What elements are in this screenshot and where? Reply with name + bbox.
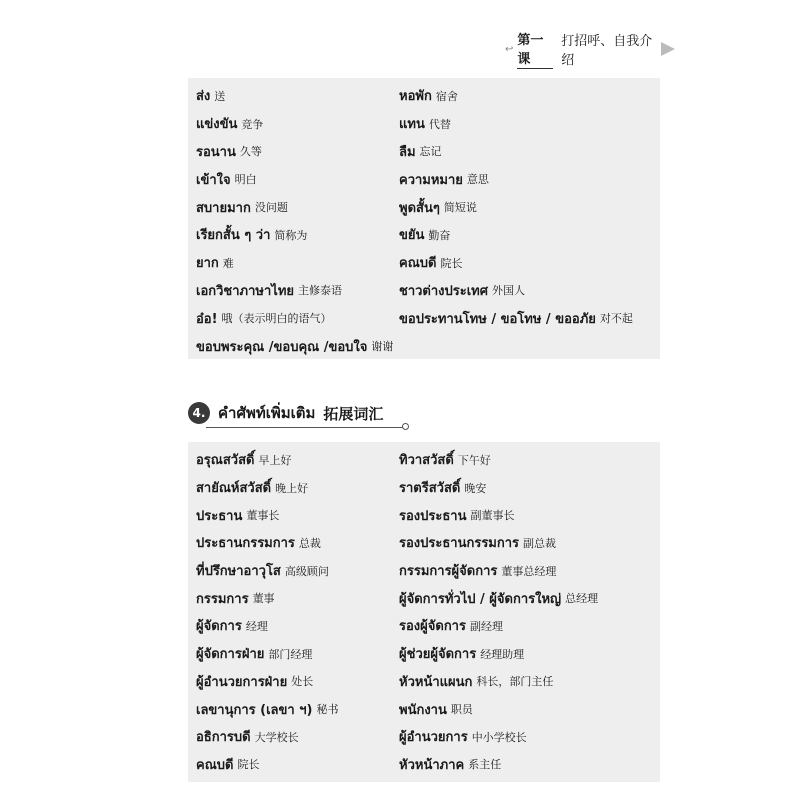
- section-zh-title: 拓展词汇: [323, 404, 384, 423]
- thai-word: รองประธาน: [399, 508, 467, 524]
- thai-word: ขยัน: [399, 228, 425, 244]
- vocab-entry: [399, 612, 652, 640]
- thai-word: ความหมาย: [399, 172, 463, 188]
- chinese-meaning: 外国人: [492, 284, 525, 298]
- vocab-entry: [399, 584, 652, 612]
- chinese-meaning: 早上好: [258, 453, 292, 467]
- thai-word: พูดสั้นๆ: [399, 200, 440, 216]
- thai-word: รองผู้จัดการ: [399, 619, 466, 635]
- chinese-meaning: 久等: [239, 145, 262, 159]
- chinese-meaning: 副总裁: [523, 536, 557, 550]
- vocab-entry: [196, 529, 399, 557]
- section-heading: [188, 398, 418, 432]
- thai-word: หอพัก: [399, 89, 432, 105]
- chinese-meaning: 秘书: [316, 703, 339, 717]
- thai-word: พนักงาน: [399, 702, 447, 718]
- chinese-meaning: 经理助理: [480, 647, 525, 661]
- chinese-meaning: 高级顾问: [284, 564, 329, 578]
- section-underline: [206, 427, 404, 428]
- chinese-meaning: 下午好: [457, 453, 491, 467]
- arrow-right-icon: [661, 42, 675, 56]
- thai-word: สายัณห์สวัสดิ์: [196, 481, 272, 497]
- vocab-entry: [196, 277, 399, 305]
- thai-word: ขอบพระคุณ /ขอบคุณ /ขอบใจ: [196, 339, 368, 355]
- thai-word: คณบดี: [196, 757, 234, 773]
- chinese-meaning: 院长: [237, 758, 260, 772]
- thai-word: ผู้จัดการ: [196, 619, 242, 635]
- thai-word: ยาก: [196, 256, 219, 272]
- vocab-entry: [196, 304, 399, 332]
- section-thai-title: คำศัพท์เพิ่มเติม: [218, 404, 316, 422]
- chinese-meaning: 简短说: [443, 201, 477, 215]
- vocab-entry: [399, 165, 652, 193]
- chinese-meaning: 送: [214, 89, 226, 103]
- chinese-meaning: 没问题: [254, 201, 288, 215]
- arrow-left-icon: ↩: [505, 43, 514, 55]
- thai-word: เข้าใจ: [196, 172, 231, 188]
- vocab-entry: [399, 277, 652, 305]
- chinese-meaning: 董事: [252, 592, 275, 606]
- section-number: 4.: [188, 402, 210, 424]
- vocab-entry: [196, 332, 399, 360]
- thai-word: รอนาน: [196, 144, 236, 160]
- chinese-meaning: 部门经理: [268, 647, 313, 661]
- vocab-entry: [399, 751, 652, 779]
- vocab-entry: [196, 668, 399, 696]
- thai-word: ชาวต่างประเทศ: [399, 283, 488, 299]
- vocab-entry: [399, 193, 652, 221]
- chinese-meaning: 处长: [291, 675, 314, 689]
- thai-word: ผู้จัดการทั่วไป / ผู้จัดการใหญ่: [399, 591, 562, 607]
- vocab-entry: [399, 501, 652, 529]
- thai-word: ขอประทานโทษ / ขอโทษ / ขออภัย: [399, 311, 596, 327]
- vocab-entry: [196, 695, 399, 723]
- chinese-meaning: 主修泰语: [298, 284, 343, 298]
- chinese-meaning: 中小学校长: [471, 730, 527, 744]
- chinese-meaning: 副经理: [469, 619, 503, 633]
- chinese-meaning: 哦（表示明白的语气）: [221, 312, 332, 326]
- thai-word: ผู้อำนวยการ: [399, 730, 468, 746]
- vocab-entry: [399, 249, 652, 277]
- vocab-entry: [196, 723, 399, 751]
- thai-word: เอกวิชาภาษาไทย: [196, 283, 295, 299]
- thai-word: ส่ง: [196, 89, 211, 105]
- vocab-box-main: [188, 78, 660, 359]
- chinese-meaning: 董事长: [246, 509, 280, 523]
- thai-word: เลขานุการ (เลขา ฯ): [196, 702, 313, 718]
- chinese-meaning: 晚上好: [275, 481, 309, 495]
- vocab-entry: [196, 474, 399, 502]
- thai-word: เรียกสั้น ๆ ว่า: [196, 228, 271, 244]
- thai-word: อ๋อ!: [196, 311, 218, 327]
- vocab-entry: [399, 221, 652, 249]
- chinese-meaning: 总经理: [565, 592, 599, 606]
- chinese-meaning: 科长，部门主任: [476, 675, 554, 689]
- thai-word: ประธานกรรมการ: [196, 536, 295, 552]
- thai-word: คณบดี: [399, 256, 437, 272]
- chinese-meaning: 简称为: [274, 228, 308, 242]
- vocab-entry: [399, 82, 652, 110]
- lesson-title: 打招呼、自我介绍: [561, 34, 653, 68]
- chinese-meaning: 晚安: [464, 481, 487, 495]
- vocab-entry: [196, 221, 399, 249]
- vocab-entry: [399, 723, 652, 751]
- chinese-meaning: 宿舍: [435, 89, 458, 103]
- chinese-meaning: 经理: [245, 619, 268, 633]
- thai-word: รองประธานกรรมการ: [399, 536, 520, 552]
- chinese-meaning: 院长: [440, 256, 463, 270]
- vocab-entry: [196, 249, 399, 277]
- thai-word: ผู้อำนวยการฝ่าย: [196, 674, 288, 690]
- vocab-entry: [399, 138, 652, 166]
- vocab-entry: [399, 474, 652, 502]
- thai-word: ผู้จัดการฝ่าย: [196, 647, 265, 663]
- thai-word: ผู้ช่วยผู้จัดการ: [399, 647, 477, 663]
- thai-word: กรรมการผู้จัดการ: [399, 564, 498, 580]
- vocab-entry: [399, 529, 652, 557]
- thai-word: กรรมการ: [196, 591, 249, 607]
- thai-word: สบายมาก: [196, 200, 251, 216]
- chinese-meaning: 职员: [450, 703, 473, 717]
- vocab-box-extended: [188, 442, 660, 782]
- chinese-meaning: 竞争: [241, 117, 264, 131]
- chinese-meaning: 大学校长: [254, 730, 299, 744]
- vocab-entry: [399, 668, 652, 696]
- thai-word: ประธาน: [196, 508, 243, 524]
- chinese-meaning: 难: [222, 256, 234, 270]
- vocab-entry: [196, 751, 399, 779]
- thai-word: อรุณสวัสดิ์: [196, 453, 255, 469]
- vocab-entry: [399, 110, 652, 138]
- chinese-meaning: 意思: [466, 173, 489, 187]
- chinese-meaning: 董事总经理: [501, 564, 557, 578]
- vocab-entry: [196, 612, 399, 640]
- vocab-entry: [196, 501, 399, 529]
- chinese-meaning: 代替: [428, 117, 451, 131]
- section-label: [218, 402, 383, 424]
- vocab-entry: [399, 332, 652, 360]
- chinese-meaning: 明白: [234, 173, 257, 187]
- thai-word: ทิวาสวัสดิ์: [399, 453, 454, 469]
- chinese-meaning: 副董事长: [470, 509, 515, 523]
- vocab-entry: [399, 557, 652, 585]
- chinese-meaning: 勤奋: [428, 228, 451, 242]
- vocab-entry: [196, 640, 399, 668]
- thai-word: ราตรีสวัสดิ์: [399, 481, 461, 497]
- vocab-entry: [399, 640, 652, 668]
- vocab-entry: [196, 138, 399, 166]
- chinese-meaning: 对不起: [599, 312, 633, 326]
- vocab-entry: [196, 446, 399, 474]
- vocab-entry: [399, 695, 652, 723]
- chinese-meaning: 系主任: [468, 758, 502, 772]
- thai-word: แข่งขัน: [196, 117, 238, 133]
- chinese-meaning: 谢谢: [371, 340, 394, 354]
- vocab-grid-main: [196, 82, 652, 360]
- vocab-entry: [399, 304, 652, 332]
- chinese-meaning: 总裁: [298, 536, 321, 550]
- chinese-meaning: 忘记: [419, 145, 442, 159]
- lesson-number: 第一课: [517, 29, 553, 69]
- thai-word: ลืม: [399, 144, 416, 160]
- thai-word: อธิการบดี: [196, 730, 251, 746]
- vocab-entry: [399, 446, 652, 474]
- vocab-entry: [196, 557, 399, 585]
- vocab-entry: [196, 82, 399, 110]
- vocab-entry: [196, 193, 399, 221]
- page-header: [505, 33, 675, 68]
- thai-word: หัวหน้าภาค: [399, 757, 465, 773]
- vocab-entry: [196, 165, 399, 193]
- thai-word: ที่ปรึกษาอาวุโส: [196, 564, 281, 580]
- thai-word: หัวหน้าแผนก: [399, 674, 473, 690]
- vocab-grid-extended: [196, 446, 652, 778]
- vocab-entry: [196, 110, 399, 138]
- thai-word: แทน: [399, 117, 425, 133]
- vocab-entry: [196, 584, 399, 612]
- section-underline-dot: [402, 423, 409, 430]
